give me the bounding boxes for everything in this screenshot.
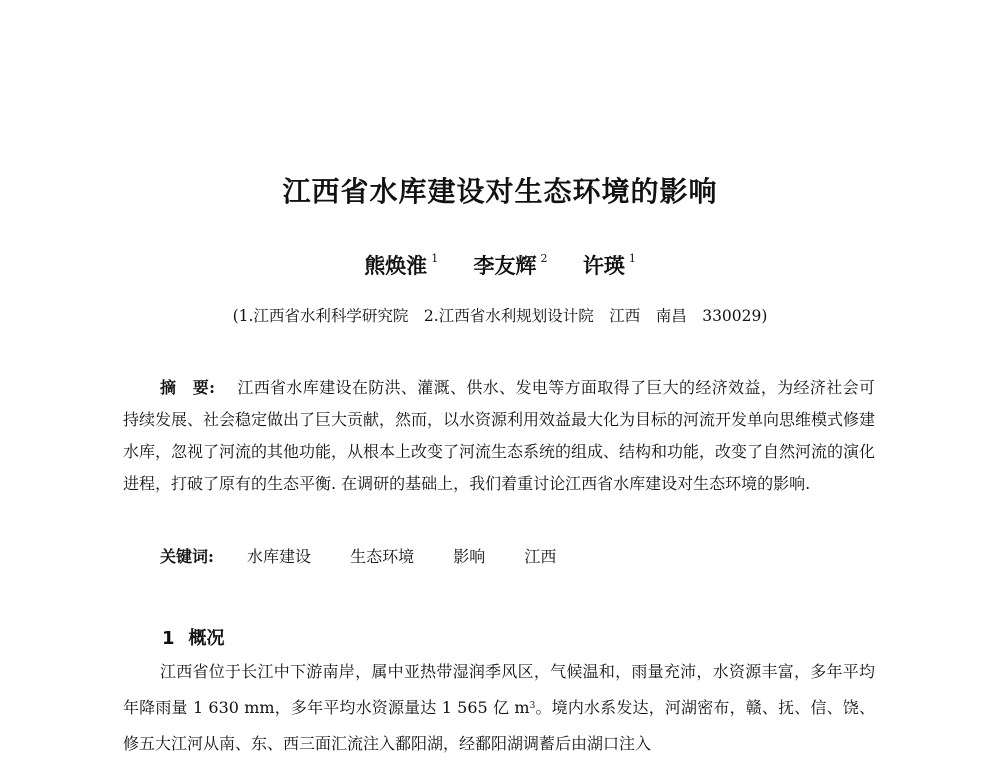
paper-title: 江西省水库建设对生态环境的影响	[282, 175, 718, 208]
keyword: 生态环境	[350, 547, 415, 566]
author-name: 许瑛	[582, 253, 625, 278]
keyword: 影响	[453, 547, 486, 566]
affiliation-line: (1.江西省水利科学研究院 2.江西省水利规划设计院 江西 南昌 330029)	[232, 307, 768, 325]
section-heading	[162, 624, 225, 650]
section-number: 1	[162, 628, 175, 649]
section-title: 概况	[188, 628, 225, 649]
keyword: 江西	[524, 547, 557, 566]
section-body	[123, 654, 875, 762]
author	[364, 250, 438, 280]
affiliation-mark: 2	[540, 252, 548, 265]
author-name: 熊焕淮	[364, 253, 428, 278]
affiliation-mark: 1	[431, 252, 439, 265]
author	[474, 250, 548, 280]
abstract-label: 摘 要:	[160, 378, 215, 397]
affiliation-mark: 1	[628, 252, 636, 265]
abstract	[123, 372, 875, 500]
keywords	[160, 544, 590, 567]
keywords-label: 关键词:	[160, 547, 214, 566]
keyword: 水库建设	[247, 547, 312, 566]
superscript: 3	[529, 701, 536, 711]
body-text-part: 江西省位于长江中下游南岸，属中亚热带湿润季风区，气候温和，雨量充沛，水资源丰富，多年平均年降雨量 1 630 mm，多年平均水资源量达 1 565 亿 m	[123, 662, 875, 717]
author	[583, 250, 636, 280]
author-name: 李友辉	[473, 253, 537, 278]
author-list	[0, 250, 1000, 280]
body-text-part: 。境内水系发达，河湖密布，赣、抚、信、饶、修五大江河从南、东、西三面汇流注入鄱阳湖，经鄱阳湖调蓄后由湖口注入	[123, 698, 875, 753]
abstract-text: 江西省水库建设在防洪、灌溉、供水、发电等方面取得了巨大的经济效益，为经济社会可持续发展、社会稳定做出了巨大贡献，然而，以水资源利用效益最大化为目标的河流开发单向思维模式修建水库，忽视了河流的其他功能，从根本上改变了河流生态系统的组成、结构和功能，改变了自然河流的演化进程，打破了原有的生态平衡. 在调研的基础上，我们着重讨论江西省水库建设对生态环境的影响.	[123, 378, 876, 493]
